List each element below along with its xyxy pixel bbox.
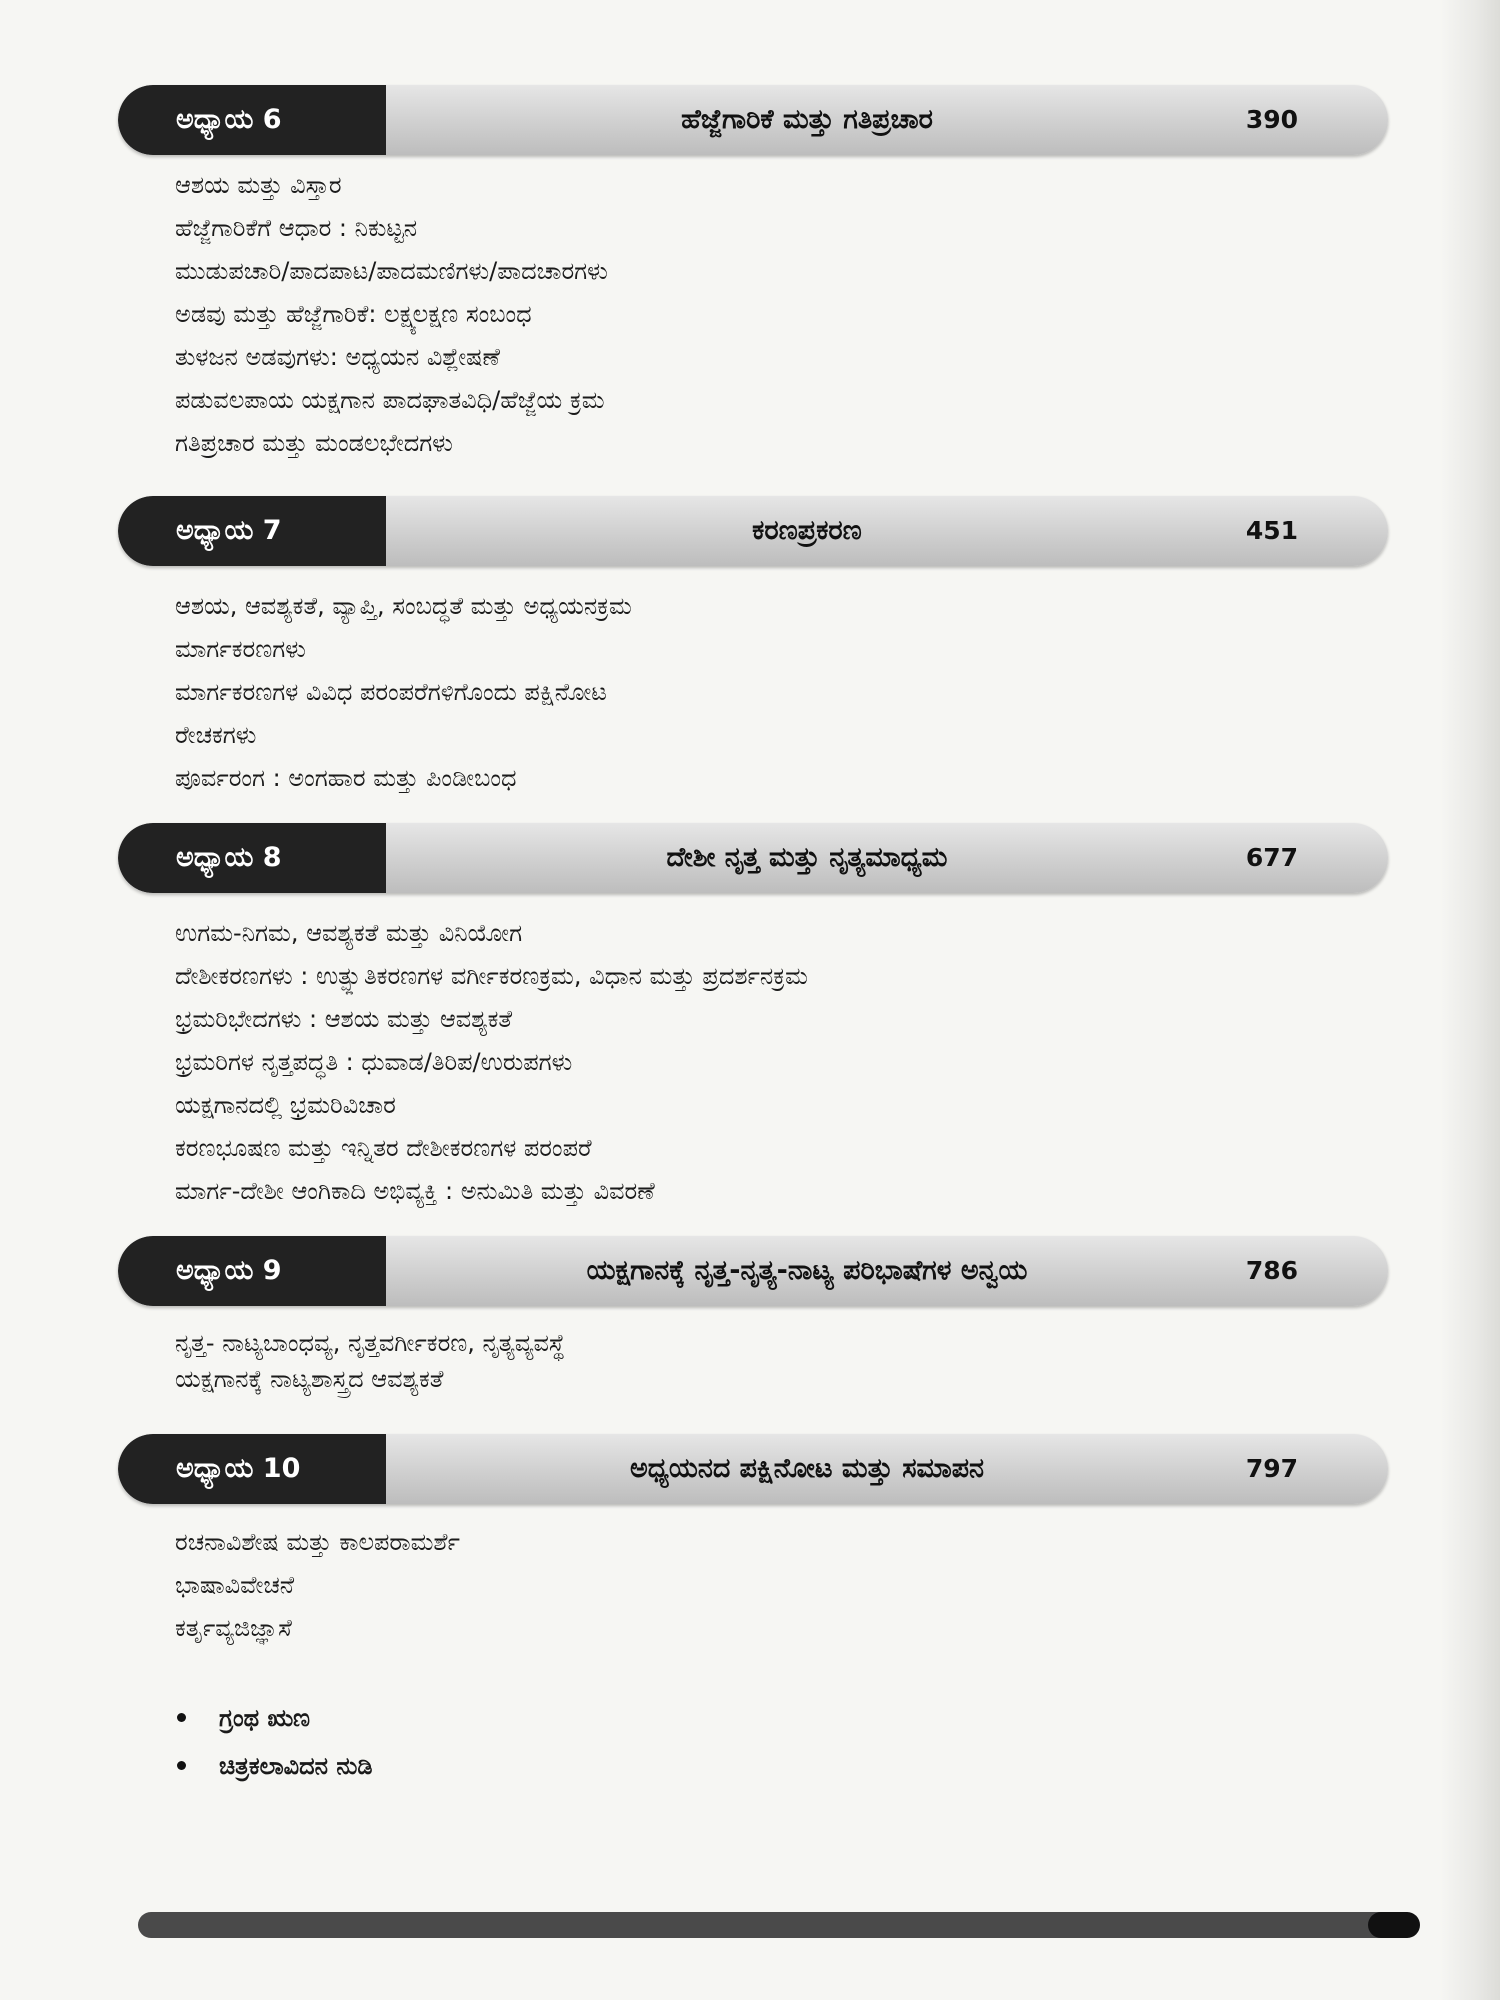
topic-item: ಪಡುವಲಪಾಯ ಯಕ್ಷಗಾನ ಪಾದಘಾತವಿಧಿ/ಹೆಜ್ಜೆಯ ಕ್ರಮ [175, 386, 605, 414]
chapter-10-topics [175, 1521, 460, 1650]
chapter-7-topics [175, 585, 632, 800]
appendix-label: ಗ್ರಂಥ ಋಣ [219, 1704, 311, 1732]
topic-item: ಭ್ರಮರಿಗಳ ನೃತ್ತಪದ್ಧತಿ : ಧುವಾಡ/ತಿರಿಪ/ಉರುಪಗಳು [175, 1048, 573, 1076]
appendix-list [175, 1694, 372, 1790]
chapter-page-number: 786 [1245, 1256, 1298, 1285]
chapter-title: ಯಕ್ಷಗಾನಕ್ಕೆ ನೃತ್ತ-ನೃತ್ಯ-ನಾಟ್ಯ ಪರಿಭಾಷೆಗಳ ಅನ್ವಯ [586, 1255, 1028, 1286]
chapter-label: ಅಧ್ಯಾಯ 7 [118, 496, 386, 566]
chapter-title: ದೇಶೀ ನೃತ್ತ ಮತ್ತು ನೃತ್ಯಮಾಧ್ಯಮ [666, 842, 948, 873]
topic-item: ಮುಡುಪಚಾರಿ/ಪಾದಪಾಟ/ಪಾದಮಣಿಗಳು/ಪಾದಚಾರಗಳು [175, 257, 608, 285]
chapter-6-topics [175, 164, 608, 465]
topic-item: ನೃತ್ತ- ನಾಟ್ಯಬಾಂಧವ್ಯ, ನೃತ್ತವರ್ಗೀಕರಣ, ನೃತ್ಯವ್ಯವಸ್ಥೆ [175, 1329, 565, 1357]
topic-item: ಅಡವು ಮತ್ತು ಹೆಜ್ಜೆಗಾರಿಕೆ: ಲಕ್ಷ್ಯಲಕ್ಷಣ ಸಂಬಂಧ [175, 300, 532, 328]
chapter-header-6[interactable] [118, 85, 1388, 155]
bullet-icon [177, 1761, 186, 1770]
chapter-header-10[interactable] [118, 1434, 1388, 1504]
topic-item: ಹೆಜ್ಜೆಗಾರಿಕೆಗೆ ಆಧಾರ : ನಿಕುಟ್ಟನ [175, 214, 418, 242]
chapter-label: ಅಧ್ಯಾಯ 8 [118, 823, 386, 893]
chapter-bar [118, 496, 1388, 566]
chapter-label: ಅಧ್ಯಾಯ 10 [118, 1434, 386, 1504]
topic-item: ಗತಿಪ್ರಚಾರ ಮತ್ತು ಮಂಡಲಭೇದಗಳು [175, 429, 453, 457]
chapter-bar [118, 823, 1388, 893]
topic-item: ದೇಶೀಕರಣಗಳು : ಉತ್ಪ್ಲುತಿಕರಣಗಳ ವರ್ಗೀಕರಣಕ್ರಮ, ವಿಧಾನ ಮತ್ತು ಪ್ರದರ್ಶನಕ್ರಮ [175, 962, 808, 990]
topic-item: ಮಾರ್ಗಕರಣಗಳು [175, 635, 306, 663]
topic-item: ಆಶಯ ಮತ್ತು ವಿಸ್ತಾರ [175, 171, 342, 199]
chapter-page-number: 390 [1245, 105, 1298, 134]
chapter-bar [118, 1236, 1388, 1306]
topic-item: ರೇಚಕಗಳು [175, 721, 257, 749]
topic-item: ಯಕ್ಷಗಾನಕ್ಕೆ ನಾಟ್ಯಶಾಸ್ತ್ರದ ಆವಶ್ಯಕತೆ [175, 1365, 444, 1393]
chapter-header-7[interactable] [118, 496, 1388, 566]
chapter-label: ಅಧ್ಯಾಯ 9 [118, 1236, 386, 1306]
topic-item: ಆಶಯ, ಆವಶ್ಯಕತೆ, ವ್ಯಾಪ್ತಿ, ಸಂಬದ್ಧತೆ ಮತ್ತು ಅಧ್ಯಯನಕ್ರಮ [175, 592, 632, 620]
topic-item: ಪೂರ್ವರಂಗ : ಅಂಗಹಾರ ಮತ್ತು ಪಿಂಡೀಬಂಧ [175, 764, 517, 792]
appendix-item[interactable] [175, 1742, 372, 1790]
chapter-bar [118, 85, 1388, 155]
chapter-page-number: 451 [1245, 516, 1298, 545]
chapter-title: ಅಧ್ಯಯನದ ಪಕ್ಷಿನೋಟ ಮತ್ತು ಸಮಾಪನ [629, 1453, 985, 1484]
chapter-page-number: 797 [1245, 1454, 1298, 1483]
topic-item: ಭ್ರಮರಿಭೇದಗಳು : ಆಶಯ ಮತ್ತು ಆವಶ್ಯಕತೆ [175, 1005, 513, 1033]
footer-rule-cap [1368, 1912, 1420, 1938]
chapter-bar [118, 1434, 1388, 1504]
appendix-label: ಚಿತ್ರಕಲಾವಿದನ ನುಡಿ [219, 1752, 373, 1780]
footer-rule [138, 1912, 1418, 1938]
topic-item: ಯಕ್ಷಗಾನದಲ್ಲಿ ಭ್ರಮರಿವಿಚಾರ [175, 1091, 396, 1119]
topic-item: ಮಾರ್ಗ-ದೇಶೀ ಆಂಗಿಕಾದಿ ಅಭಿವ್ಯಕ್ತಿ : ಅನುಮಿತಿ ಮತ್ತು ವಿವರಣೆ [175, 1177, 655, 1205]
topic-item: ಉಗಮ-ನಿಗಮ, ಆವಶ್ಯಕತೆ ಮತ್ತು ವಿನಿಯೋಗ [175, 919, 523, 947]
topic-item: ಕರ್ತೃವ್ಯಜಿಜ್ಞಾಸೆ [175, 1614, 292, 1642]
chapter-9-topics [175, 1325, 565, 1397]
chapter-8-topics [175, 912, 808, 1213]
chapter-title: ಕರಣಪ್ರಕರಣ [752, 515, 862, 546]
chapter-header-8[interactable] [118, 823, 1388, 893]
appendix-item[interactable] [175, 1694, 372, 1742]
topic-item: ಮಾರ್ಗಕರಣಗಳ ವಿವಿಧ ಪರಂಪರೆಗಳಿಗೊಂದು ಪಕ್ಷಿನೋಟ [175, 678, 607, 706]
chapter-header-9[interactable] [118, 1236, 1388, 1306]
chapter-page-number: 677 [1245, 843, 1298, 872]
topic-item: ಕರಣಭೂಷಣ ಮತ್ತು ಇನ್ನಿತರ ದೇಶೀಕರಣಗಳ ಪರಂಪರೆ [175, 1134, 592, 1162]
page-edge-shadow [1440, 0, 1500, 2000]
chapter-title: ಹೆಜ್ಜೆಗಾರಿಕೆ ಮತ್ತು ಗತಿಪ್ರಚಾರ [681, 104, 933, 135]
bullet-icon [177, 1713, 186, 1722]
topic-item: ತುಳಜನ ಅಡವುಗಳು: ಅಧ್ಯಯನ ವಿಶ್ಲೇಷಣೆ [175, 343, 500, 371]
topic-item: ಭಾಷಾವಿವೇಚನೆ [175, 1571, 295, 1599]
topic-item: ರಚನಾವಿಶೇಷ ಮತ್ತು ಕಾಲಪರಾಮರ್ಶೆ [175, 1528, 460, 1556]
chapter-label: ಅಧ್ಯಾಯ 6 [118, 85, 386, 155]
